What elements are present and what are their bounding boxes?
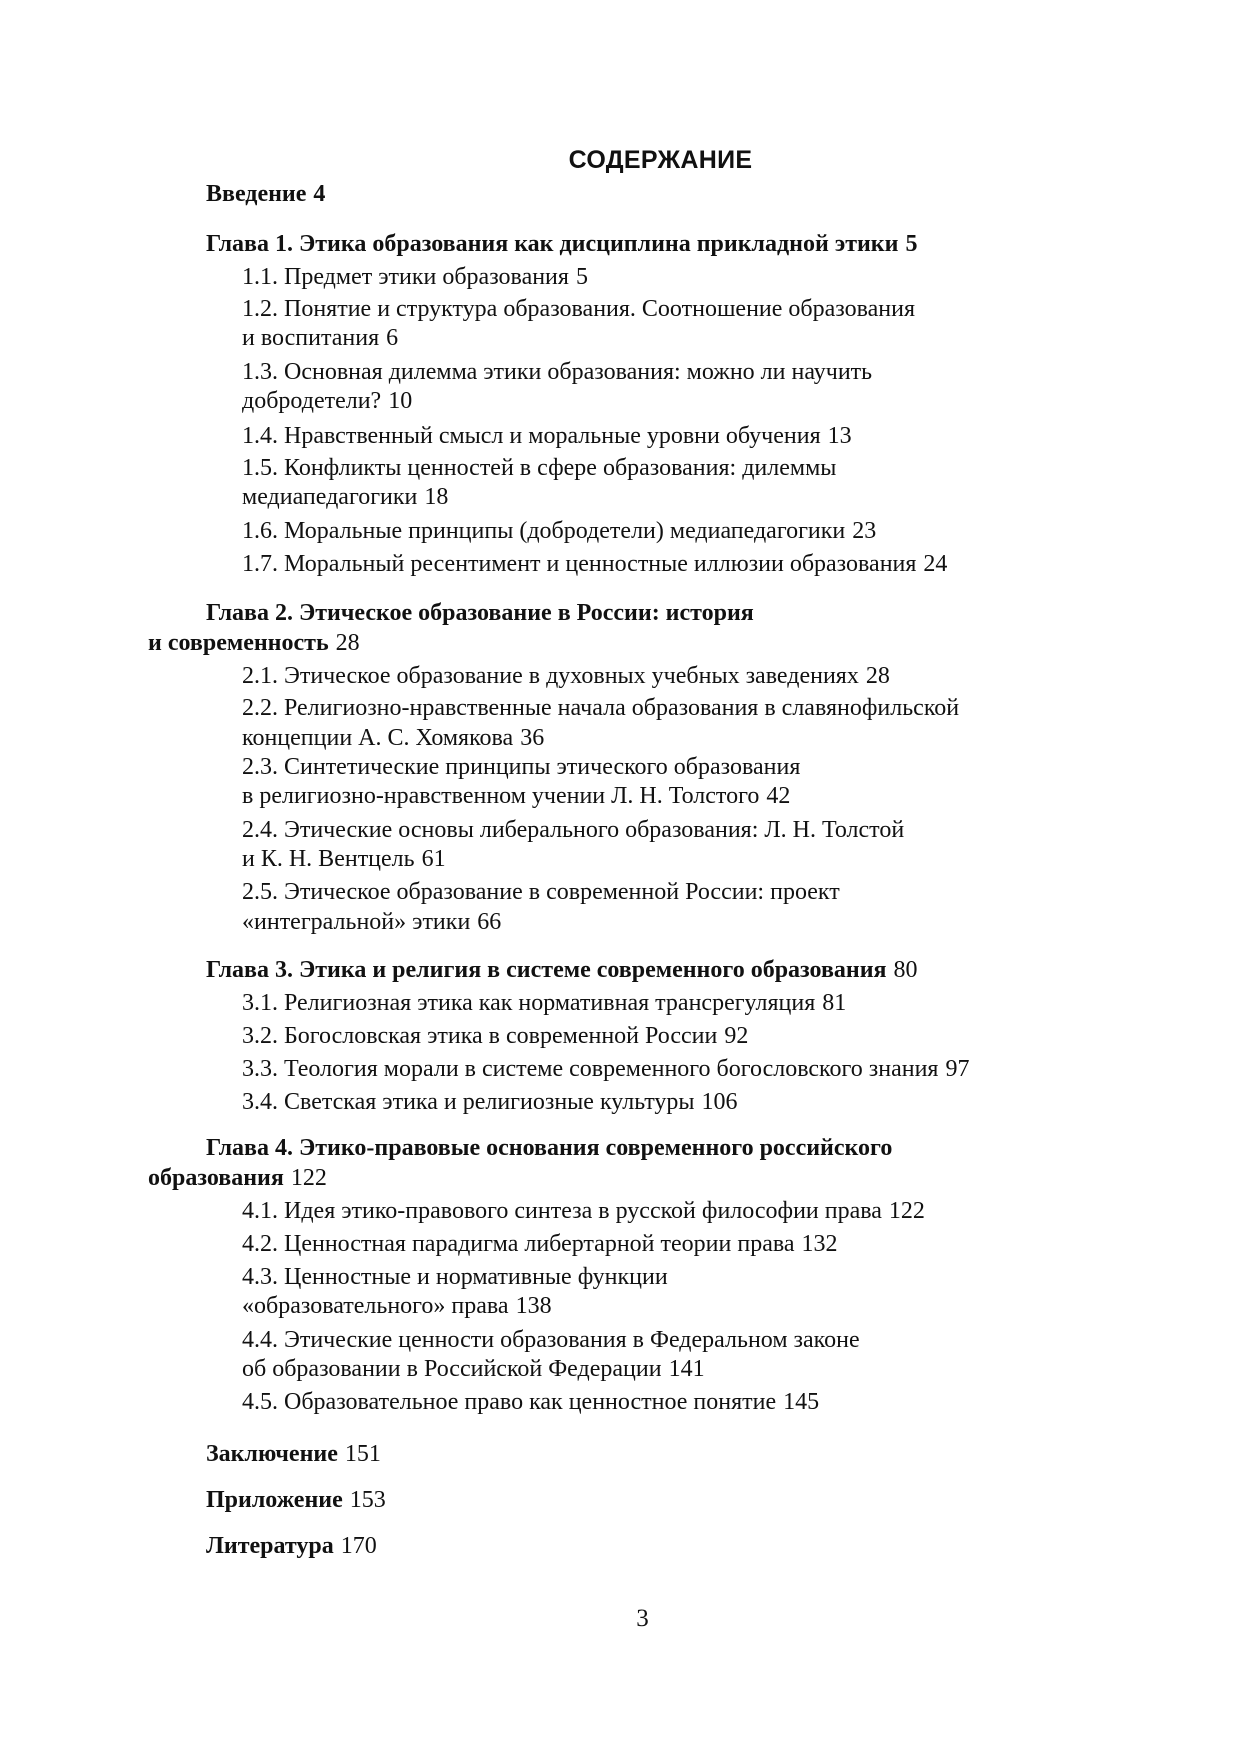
toc-page-number: 6	[386, 325, 399, 351]
toc-page-number: 97	[945, 1056, 970, 1082]
toc-entry-label: «образовательного» права	[242, 1293, 509, 1319]
toc-entry-label: образования	[148, 1165, 284, 1191]
toc-entry-label: 2.3. Синтетические принципы этического образования	[242, 754, 801, 780]
toc-entry-label: 3.2. Богословская этика в современной России	[242, 1023, 718, 1049]
toc-entry-label: Глава 3. Этика и религия в системе современного образования	[206, 957, 887, 983]
toc-page-number: 81	[822, 990, 847, 1016]
toc-page-number: 4	[313, 181, 326, 207]
toc-entry-label: 4.3. Ценностные и нормативные функции	[242, 1264, 668, 1290]
toc-entry-label: 2.2. Религиозно-нравственные начала образования в славянофильской	[242, 695, 960, 721]
toc-entry-label: 3.3. Теология морали в системе современного богословского знания	[242, 1056, 939, 1082]
toc-entry-label: Глава 1. Этика образования как дисциплина прикладной этики	[206, 231, 899, 257]
toc-page-number: 28	[335, 630, 360, 656]
toc-page-number: 80	[893, 957, 918, 983]
toc-page-number: 24	[923, 551, 948, 577]
toc-entry-label: Глава 2. Этическое образование в России: история	[206, 600, 754, 626]
toc-entry-label: «интегральной» этики	[242, 909, 471, 935]
toc-page-number: 141	[668, 1356, 705, 1382]
toc-entry-label: 4.1. Идея этико-правового синтеза в русской философии права	[242, 1198, 882, 1224]
toc-page-number: 132	[801, 1231, 838, 1257]
toc-entry-label: медиапедагогики	[242, 484, 418, 510]
page-number: 3	[636, 1605, 649, 1632]
toc-entry-label: 1.7. Моральный ресентимент и ценностные иллюзии образования	[242, 551, 917, 577]
toc-entry-label: 1.3. Основная дилемма этики образования: можно ли научить	[242, 359, 873, 385]
toc-entry-label: 2.1. Этическое образование в духовных учебных заведениях	[242, 663, 859, 689]
toc-page-number: 36	[520, 725, 545, 751]
toc-page-number: 5	[575, 264, 588, 290]
toc-entry-label: в религиозно-нравственном учении Л. Н. Толстого	[242, 783, 760, 809]
toc-entry-label: 2.4. Этические основы либерального образования: Л. Н. Толстой	[242, 817, 905, 843]
toc-entry-label: 3.4. Светская этика и религиозные культуры	[242, 1089, 695, 1115]
toc-entry-label: Приложение	[206, 1487, 343, 1513]
toc-entry-label: добродетели?	[242, 388, 382, 414]
toc-entry-label: 3.1. Религиозная этика как нормативная трансрегуляция	[242, 990, 816, 1016]
toc-entry-label: 4.5. Образовательное право как ценностное понятие	[242, 1389, 777, 1415]
toc-entry-label: и воспитания	[242, 325, 380, 351]
toc-entry-label: Глава 4. Этико-правовые основания современного российского	[206, 1135, 893, 1161]
toc-entry-label: 4.2. Ценностная парадигма либертарной теории права	[242, 1231, 795, 1257]
toc-entry-label: концепции А. С. Хомякова	[242, 725, 514, 751]
toc-page-number: 122	[888, 1198, 925, 1224]
toc-page-number: 18	[424, 484, 449, 510]
toc-entry-label: Заключение	[206, 1441, 338, 1467]
toc-page-number: 122	[290, 1165, 327, 1191]
toc-page-number: 42	[766, 783, 791, 809]
toc-page-number: 13	[827, 423, 852, 449]
toc-page-number: 61	[421, 846, 446, 872]
toc-page-number: 151	[344, 1441, 381, 1467]
toc-page-number: 170	[340, 1533, 377, 1559]
toc-entry-label: Введение	[206, 181, 307, 207]
toc-page-number: 145	[783, 1389, 820, 1415]
toc-page-number: 10	[388, 388, 413, 414]
toc-entry-label: 1.2. Понятие и структура образования. Соотношение образования	[242, 296, 916, 322]
toc-entry-label: и современность	[148, 630, 329, 656]
toc-page-number: 5	[905, 231, 918, 257]
toc-entry-label: 4.4. Этические ценности образования в Федеральном законе	[242, 1327, 860, 1353]
toc-entry-label: 1.4. Нравственный смысл и моральные уровни обучения	[242, 423, 821, 449]
toc-entry-label: 1.1. Предмет этики образования	[242, 264, 569, 290]
toc-entry-label: Литература	[206, 1533, 334, 1559]
toc-page-number: 23	[852, 518, 877, 544]
toc-entry-label: и К. Н. Вентцель	[242, 846, 415, 872]
toc-page-number: 138	[515, 1293, 552, 1319]
toc-page-number: 66	[477, 909, 502, 935]
toc-entry-label: 1.6. Моральные принципы (добродетели) медиапедагогики	[242, 518, 846, 544]
toc-page-number: 92	[724, 1023, 749, 1049]
toc-entry-label: об образовании в Российской Федерации	[242, 1356, 662, 1382]
toc-page-number: 153	[349, 1487, 386, 1513]
toc-page-number: 28	[865, 663, 890, 689]
toc-entry-label: 2.5. Этическое образование в современной России: проект	[242, 879, 840, 905]
toc-page-number: 106	[701, 1089, 738, 1115]
page-title: СОДЕРЖАНИЕ	[568, 146, 753, 174]
toc-entry-label: 1.5. Конфликты ценностей в сфере образования: дилеммы	[242, 455, 837, 481]
